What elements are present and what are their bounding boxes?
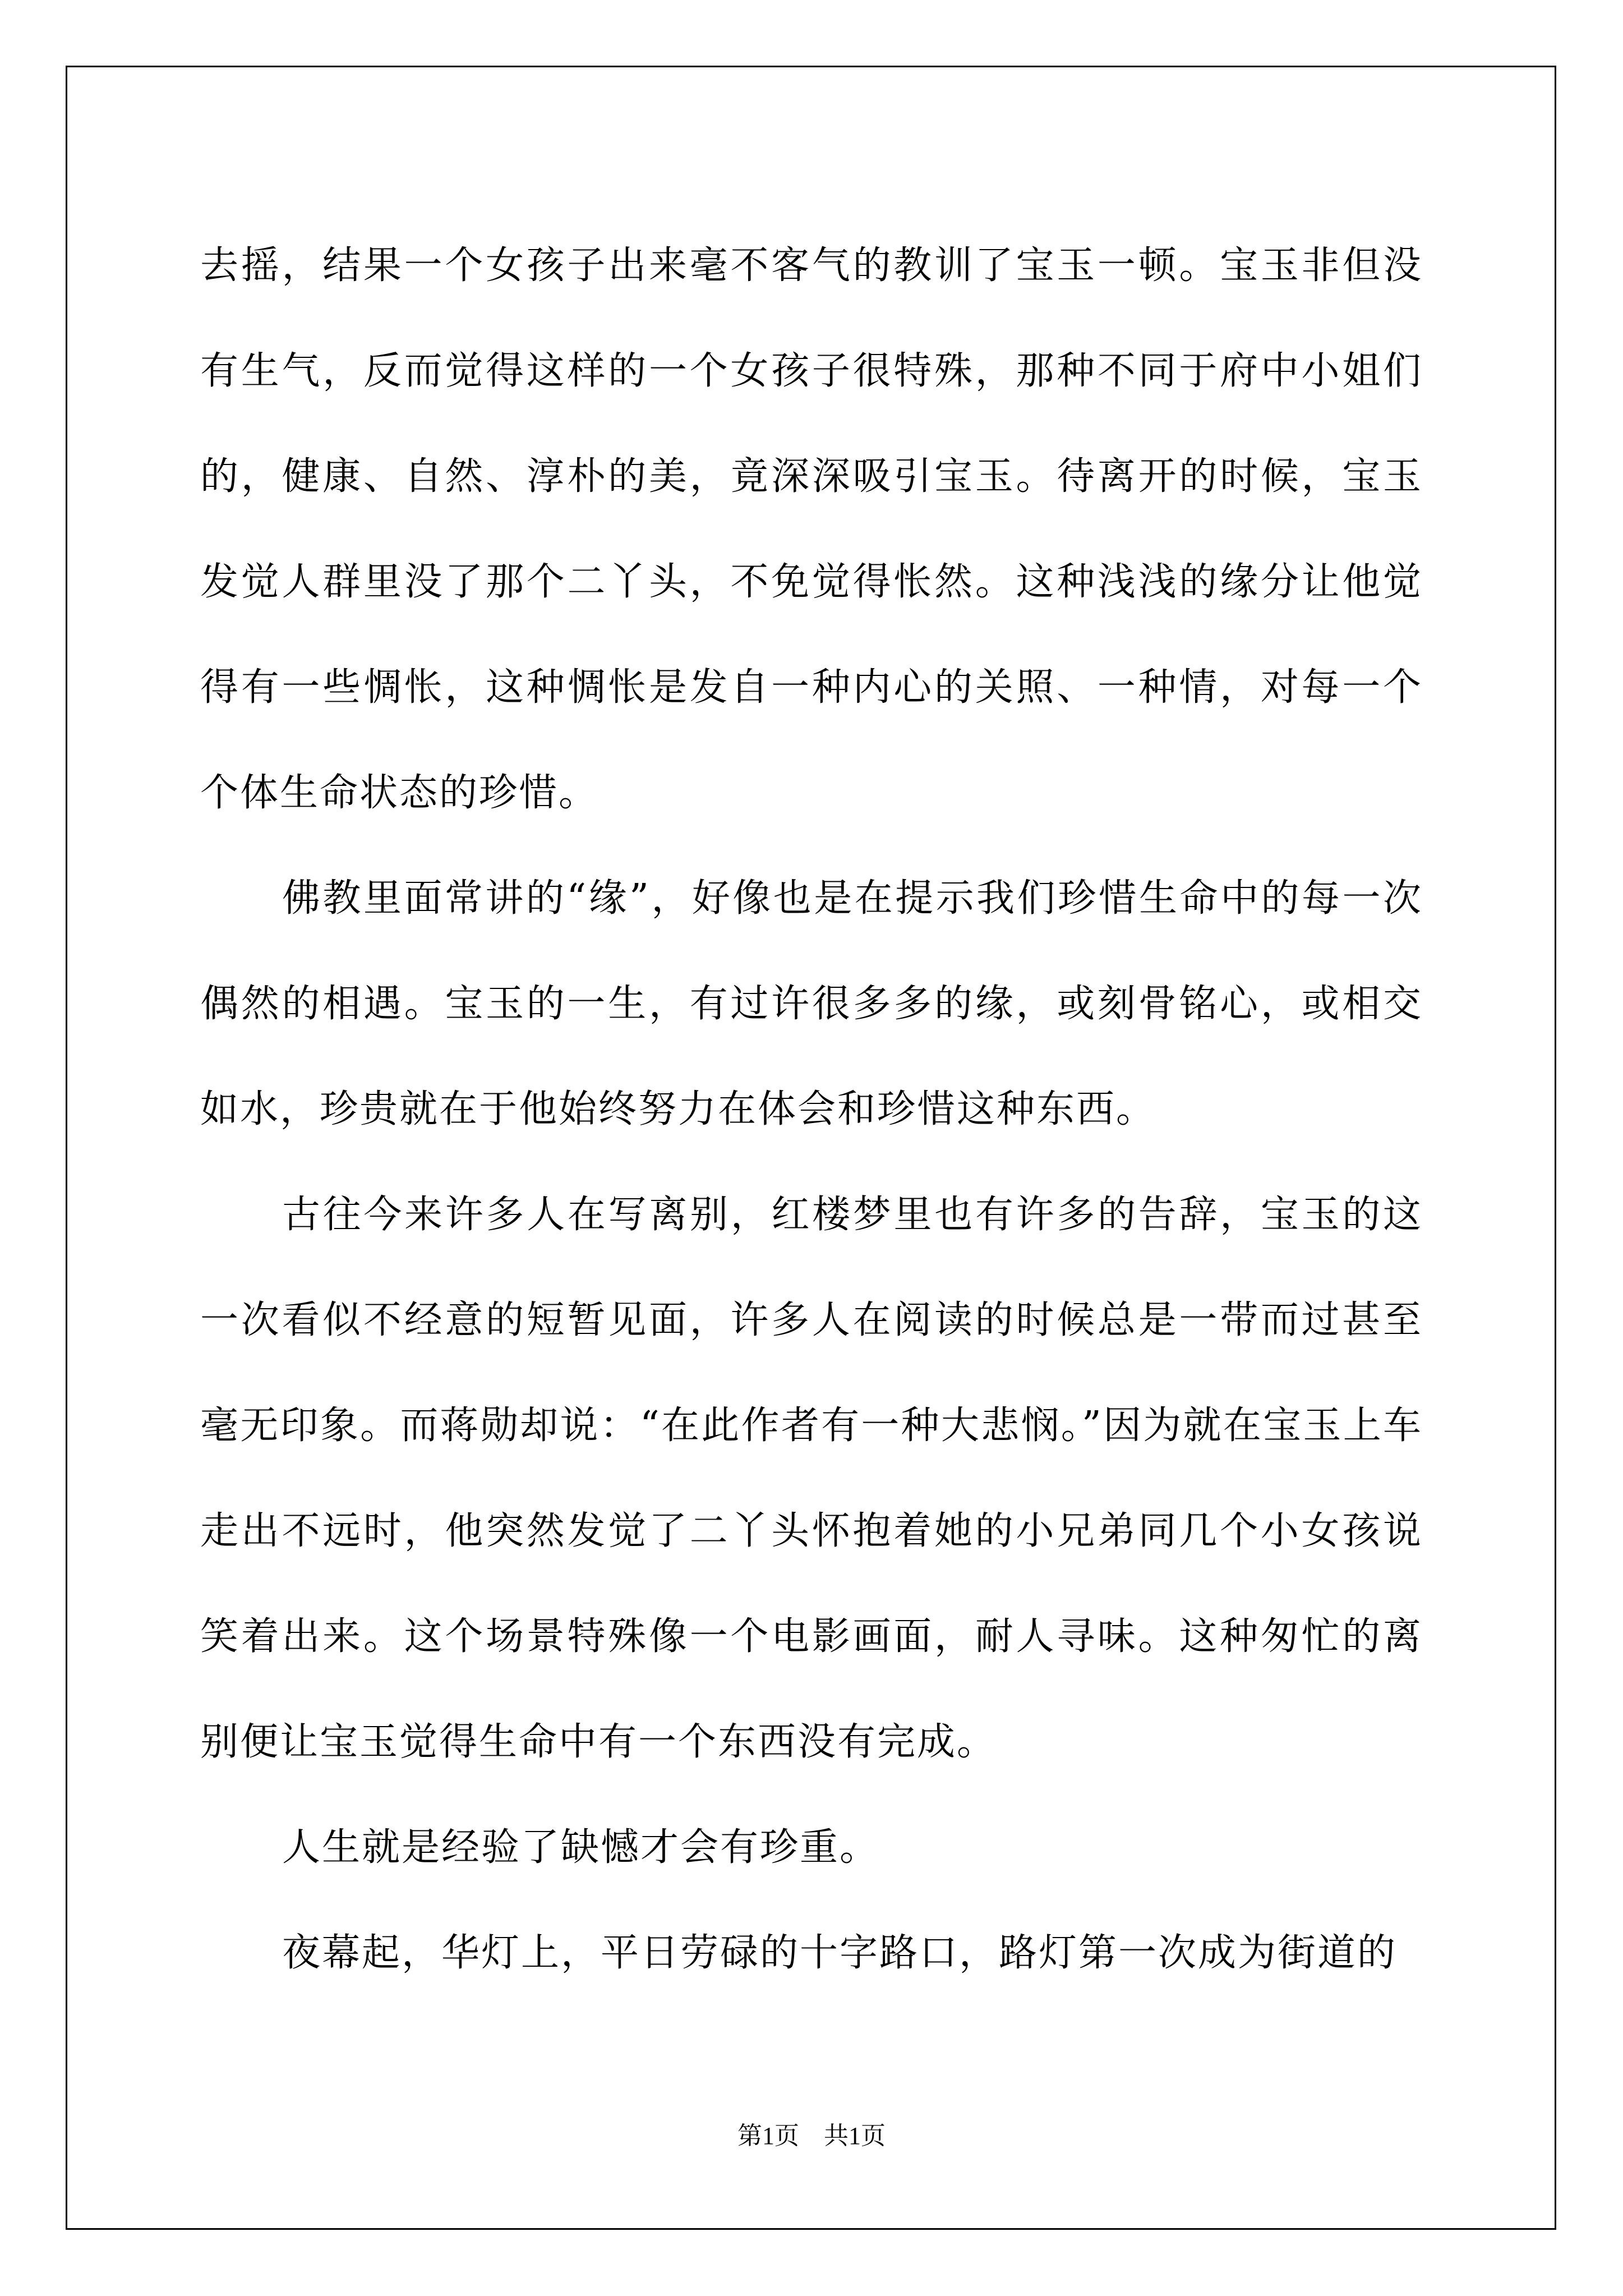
paragraph-4: 人生就是经验了缺憾才会有珍重。	[282, 1825, 880, 1870]
paragraph-2: 佛教里面常讲的“缘”，好像也是在提示我们珍惜生命中的每一次偶然的相遇。宝玉的一生，有过许很多多的缘，或刻骨铭心，或相交如水，珍贵就在于他始终努力在体会和珍惜这种东西。	[200, 876, 1423, 1131]
paragraph-1: 去摇，结果一个女孩子出来毫不客气的教训了宝玉一顿。宝玉非但没有生气，反而觉得这样的一个女孩子很特殊，那种不同于府中小姐们的，健康、自然、淳朴的美，竟深深吸引宝玉。待离开的时候，宝玉发觉人群里没了那个二丫头，不免觉得怅然。这种浅浅的缘分让他觉得有一些惆怅，这种惆怅是发自一种内心的关照、一种情，对每一个个体生命状态的珍惜。	[200, 243, 1423, 815]
page-footer: 第1页 共1页	[737, 2122, 886, 2150]
paragraph-5: 夜幕起，华灯上，平日劳碌的十字路口，路灯第一次成为街道的	[282, 1931, 1398, 1975]
document-body	[200, 213, 1423, 2006]
paragraph-3: 古往今来许多人在写离别，红楼梦里也有许多的告辞，宝玉的这一次看似不经意的短暂见面，许多人在阅读的时候总是一带而过甚至毫无印象。而蒋勋却说：“在此作者有一种大悲悯。”因为就在宝玉上车走出不远时，他突然发觉了二丫头怀抱着她的小兄弟同几个小女孩说笑着出来。这个场景特殊像一个电影画面，耐人寻味。这种匆忙的离别便让宝玉觉得生命中有一个东西没有完成。	[200, 1193, 1423, 1764]
